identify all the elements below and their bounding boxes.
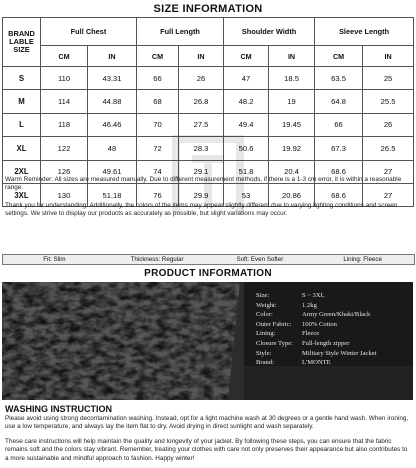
group-header-shoulder-width: Shoulder Width xyxy=(224,18,315,46)
size-table-unit-row xyxy=(3,46,414,67)
table-cell: 18.5 xyxy=(269,67,315,90)
table-cell: 67.3 xyxy=(315,137,363,160)
table-cell: 130 xyxy=(41,183,88,206)
table-cell: 49.61 xyxy=(88,160,137,183)
table-cell: 64.8 xyxy=(315,90,363,113)
table-cell: 110 xyxy=(41,67,88,90)
unit-header: CM xyxy=(41,46,88,67)
table-cell: 122 xyxy=(41,137,88,160)
brand-label-size-header: BRAND LABLE SIZE xyxy=(3,18,41,67)
table-cell: 114 xyxy=(41,90,88,113)
group-header-full-length: Full Length xyxy=(137,18,224,46)
spec-row: Size: S ~ 3XL xyxy=(256,292,325,299)
table-cell: 20.4 xyxy=(269,160,315,183)
table-cell: 27 xyxy=(363,183,414,206)
unit-header: CM xyxy=(315,46,363,67)
table-cell: 70 xyxy=(137,113,179,136)
table-cell: 53 xyxy=(224,183,269,206)
table-cell: 47 xyxy=(224,67,269,90)
group-header-sleeve-length: Sleeve Length xyxy=(315,18,414,46)
table-cell: 74 xyxy=(137,160,179,183)
table-cell: 46.46 xyxy=(88,113,137,136)
group-header-full-chest: Full Chest xyxy=(41,18,137,46)
table-cell: 27 xyxy=(363,160,414,183)
table-cell: 118 xyxy=(41,113,88,136)
unit-header: IN xyxy=(269,46,315,67)
table-cell: 68 xyxy=(137,90,179,113)
size-cell: XL xyxy=(3,137,41,160)
table-cell: 63.5 xyxy=(315,67,363,90)
care-instruction-text: These care instructions will help maintain the quality and longevity of your jacket. By following these steps, you can ensure that the fabric remains soft and the colors stay vibrant. Remember, treating your clothes with care not only preserves their appearance but also contributes to a more sustainable and mindful approach to fashion. Happy winter! xyxy=(5,438,408,462)
table-row xyxy=(3,113,414,136)
table-cell: 27.5 xyxy=(179,113,224,136)
table-cell: 68.6 xyxy=(315,160,363,183)
table-cell: 72 xyxy=(137,137,179,160)
table-cell: 48 xyxy=(88,137,137,160)
table-cell: 66 xyxy=(315,113,363,136)
table-cell: 51.8 xyxy=(224,160,269,183)
spec-row: Outer Fabric: 100% Cotton xyxy=(256,320,337,328)
size-cell: M xyxy=(3,90,41,113)
table-cell: 29.9 xyxy=(179,183,224,206)
table-cell: 66 xyxy=(137,67,179,90)
table-cell: 68.6 xyxy=(315,183,363,206)
size-cell: 3XL xyxy=(3,183,41,206)
washing-instruction-title: WASHING INSTRUCTION xyxy=(5,404,112,414)
table-cell: 26 xyxy=(179,67,224,90)
table-cell: 19.45 xyxy=(269,113,315,136)
table-row xyxy=(3,67,414,90)
table-cell: 48.2 xyxy=(224,90,269,113)
table-cell: 20.86 xyxy=(269,183,315,206)
feature-fit: Fit: Slim xyxy=(43,256,66,263)
table-cell: 26 xyxy=(363,113,414,136)
table-cell: 19 xyxy=(269,90,315,113)
table-cell: 26.8 xyxy=(179,90,224,113)
unit-header: IN xyxy=(88,46,137,67)
spec-row: Style: Military Style Winter Jacket xyxy=(256,349,377,357)
spec-row: Closure Type: Full-length zipper xyxy=(256,339,350,347)
feature-softness: Soft: Even Softer xyxy=(236,256,284,263)
product-spec-list xyxy=(256,291,406,368)
table-cell: 49.4 xyxy=(224,113,269,136)
unit-header: CM xyxy=(224,46,269,67)
size-cell: 2XL xyxy=(3,160,41,183)
table-cell: 43.31 xyxy=(88,67,137,90)
unit-header: CM xyxy=(137,46,179,67)
size-cell: S xyxy=(3,67,41,90)
spec-row: Brand: L'MONTE xyxy=(256,359,331,367)
table-cell: 19.92 xyxy=(269,137,315,160)
unit-header: IN xyxy=(363,46,414,67)
feature-thickness: Thickness: Regular xyxy=(130,256,184,263)
spec-row: Lining: Fleece xyxy=(256,330,320,338)
table-cell: 44.88 xyxy=(88,90,137,113)
color-disclaimer-text: Thank you for understanding. Additionally, the colors of the items may appear slightly different due to varying lighting conditions and screen settings. We strive to display our products as accurately as possible, but slight variations may occur. xyxy=(5,202,398,218)
unit-header: IN xyxy=(179,46,224,67)
table-cell: 25 xyxy=(363,67,414,90)
size-table-group-header-row xyxy=(3,18,414,46)
table-cell: 25.5 xyxy=(363,90,414,113)
table-row xyxy=(3,137,414,160)
feature-bar xyxy=(2,254,415,265)
size-cell: L xyxy=(3,113,41,136)
warm-reminder-text: Warm Reminder: All sizes are measured manually. Due to different measurement methods, if there is a 1-3 cm error, it is within a reasonable range. xyxy=(5,176,402,192)
washing-instruction-text: Please avoid using strong decontamination washing. Instead, opt for a light machine wash at 30 degrees or a gentle hand wash. When ironing, use a low temperature, and always lay the item flat to dry. Avoid drying in direct sunlight and wash separately. xyxy=(5,415,409,431)
product-info-title: PRODUCT INFORMATION xyxy=(144,268,272,279)
table-cell: 76 xyxy=(137,183,179,206)
table-cell: 50.6 xyxy=(224,137,269,160)
table-cell: 29.1 xyxy=(179,160,224,183)
spec-row: Color: Army Green/Khaki/Black xyxy=(256,311,371,319)
table-row xyxy=(3,90,414,113)
table-cell: 51.18 xyxy=(88,183,137,206)
table-cell: 126 xyxy=(41,160,88,183)
size-info-title: SIZE INFORMATION xyxy=(153,3,263,15)
feature-lining: Lining: Fleece xyxy=(343,256,382,263)
table-cell: 26.5 xyxy=(363,137,414,160)
spec-row: Weight: 1.2kg xyxy=(256,301,317,309)
table-cell: 28.3 xyxy=(179,137,224,160)
